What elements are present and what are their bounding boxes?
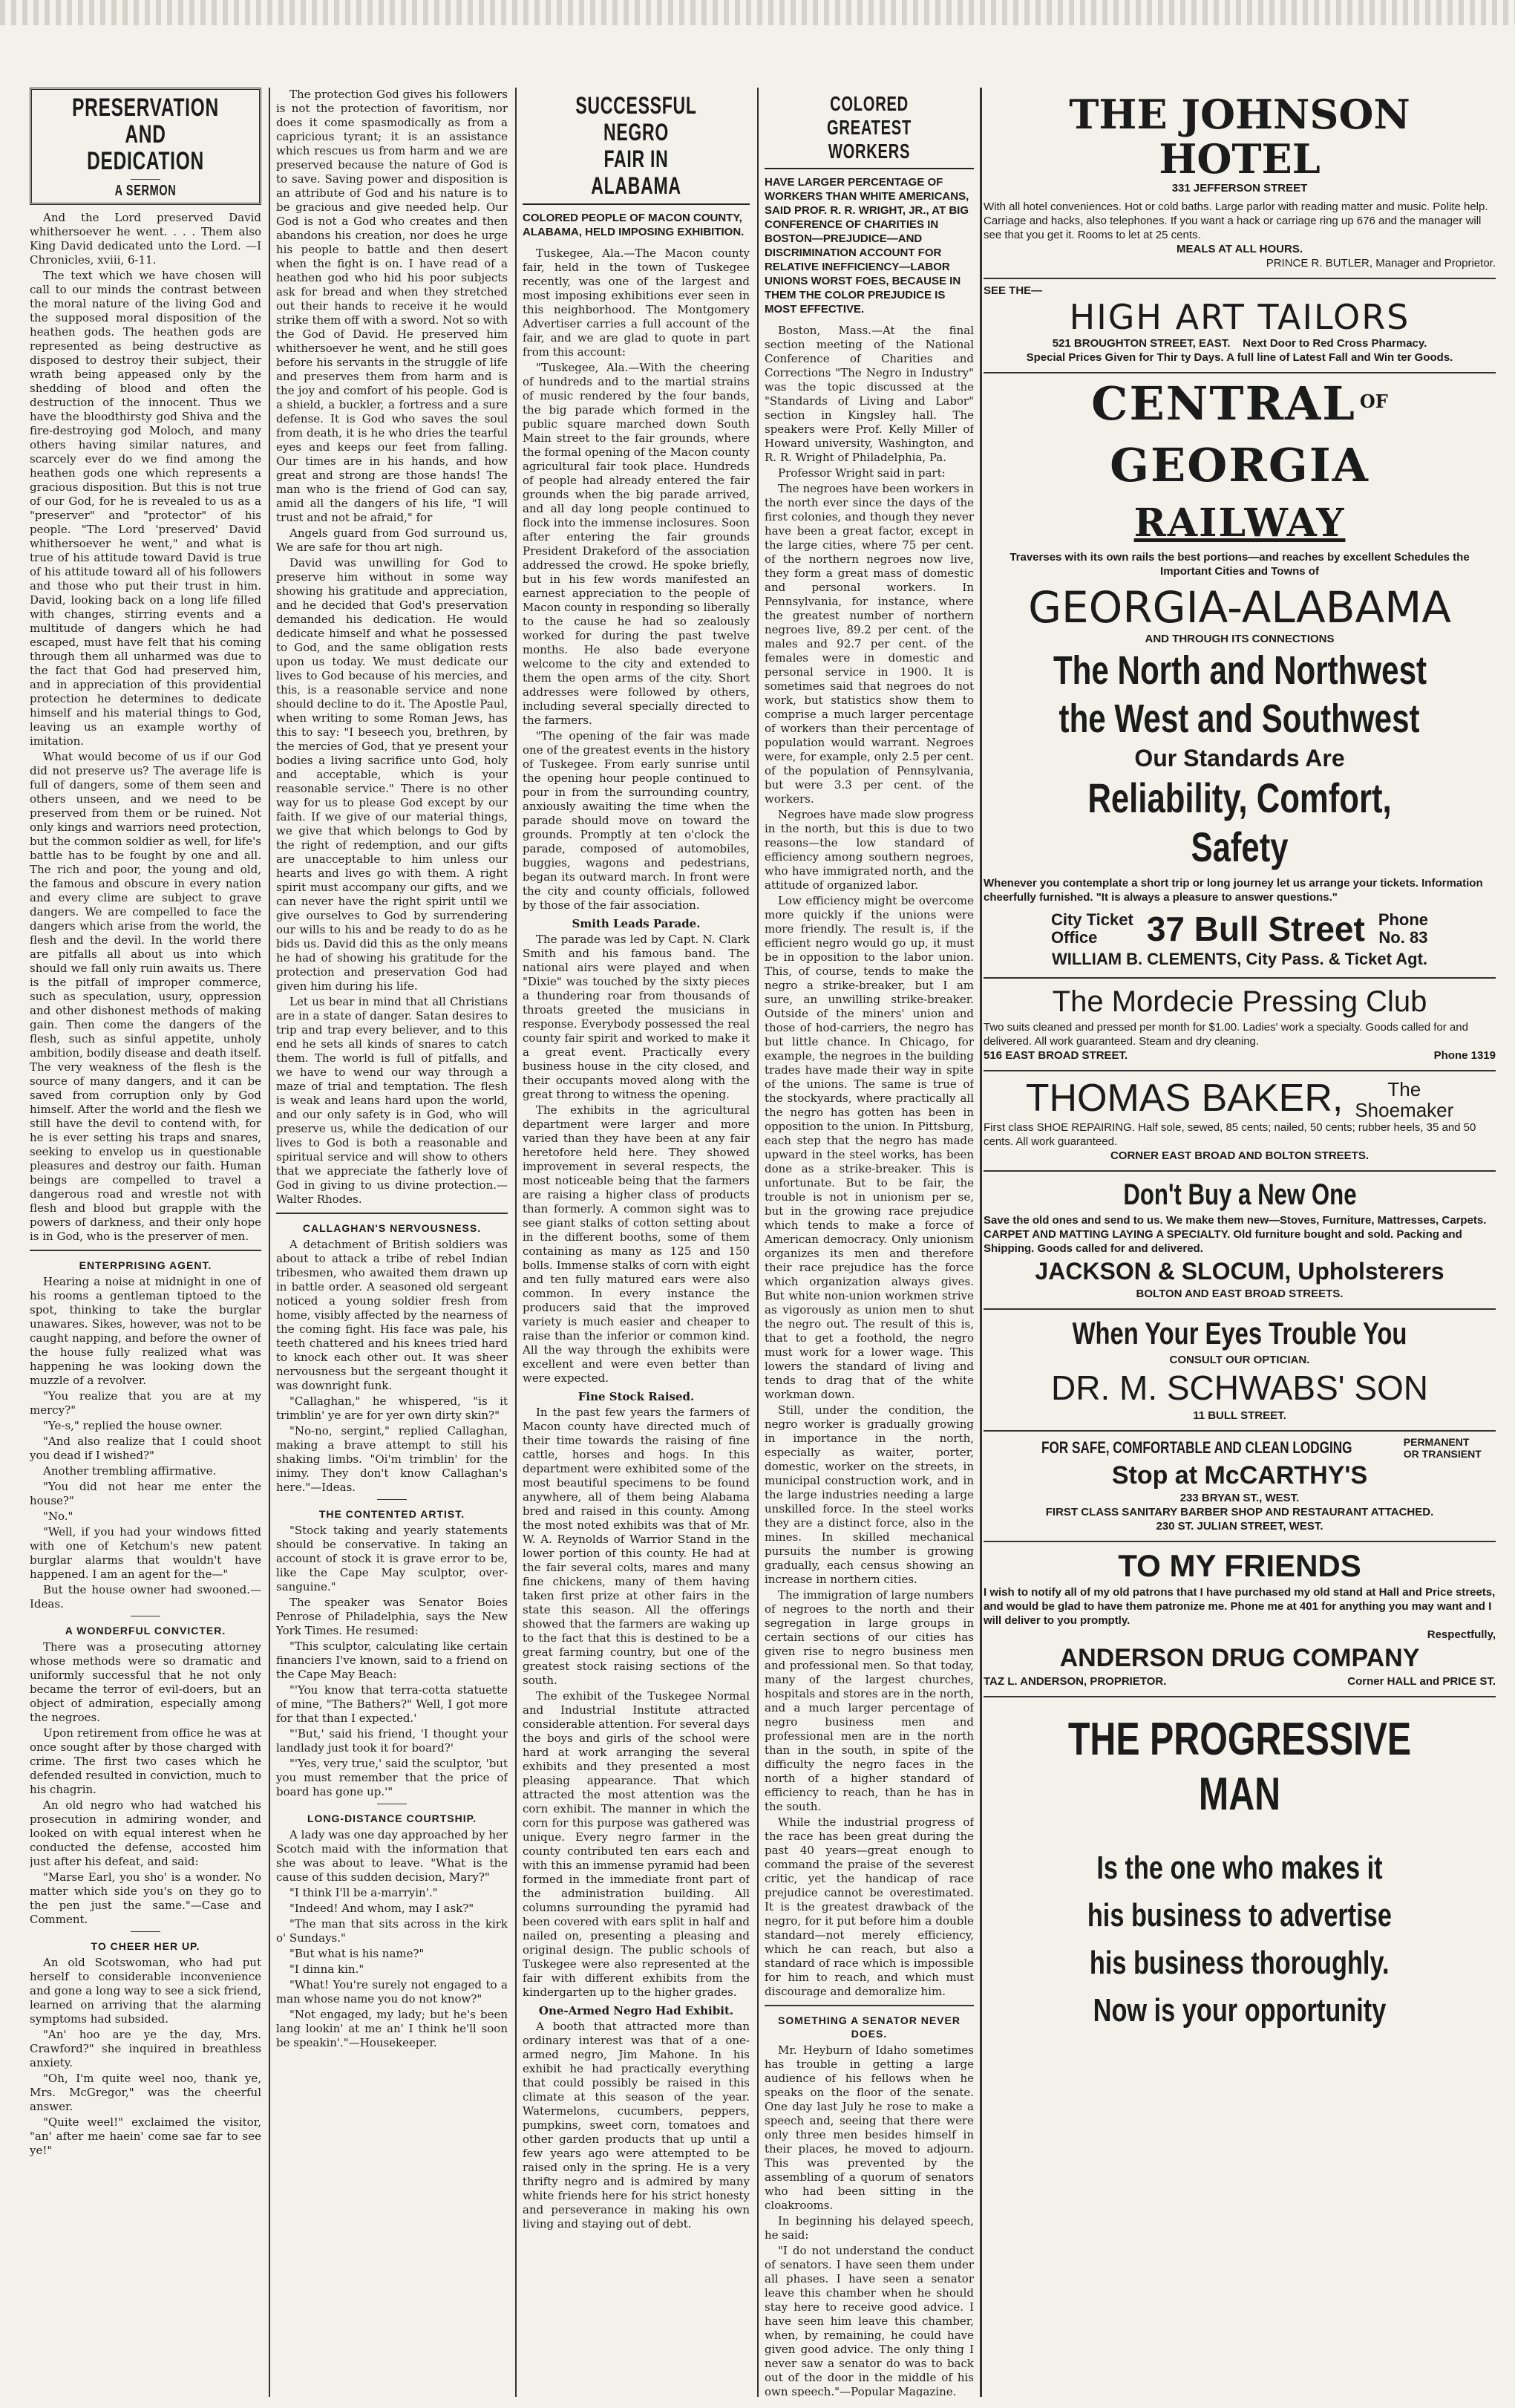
railway-clements: WILLIAM B. CLEMENTS, City Pass. & Ticket Agt. [1051, 950, 1428, 968]
column-rule [757, 88, 759, 2397]
johnson-text: With all hotel conveniences. Hot or cold baths. Large parlor with reading matter and music. Polite help. Carriage and hacks, also telephones. If you want a hack or carriage ring up 676 and the manager will see that you get it. Rooms to let at 25 cents. [984, 200, 1488, 241]
mccarthy-stop: Stop at McCARTHY'S [1111, 1461, 1368, 1489]
article-paragraph: "You did not hear me enter the house?" [30, 1480, 261, 1507]
railway-name-georgia: GEORGIA [1110, 438, 1370, 492]
anderson-corner: Corner HALL and PRICE ST. [1347, 1675, 1496, 1688]
article-paragraph: "Well, if you had your windows fitted with one of Ketchum's new patent burglar alarms that wouldn't have happened. I am an agent for the—" [30, 1525, 261, 1581]
workers-title: COLORED GREATEST WORKERS [826, 92, 912, 163]
railway-name-railway: RAILWAY [1133, 500, 1346, 546]
jackson-headline: Don't Buy a New One [1122, 1178, 1357, 1211]
sermon-paragraph: The protection God gives his followers is not the protection of favoritism, nor does it come spasmodically as from a capricious tyrant; it is an assistance which rescues us from harm and we are preserved because the nature of God is to save. Saving power and disposition is an attribute of God and his nature is to be gracious and give needed help. Our God is not a God who creates and then abandons his creation, nor does he urge his people to battle and then desert when the fight is on. I have read of a heathen god who hid his poor subjects ask for bread and when they stretched out their hands to receive it he would strike them off with a sword. Not so with the God of David. He preserved him whithersoever he went, and he still goes before his servants in the struggle of life and preserves them from harm and is the joy and comfort of his people. God is a shield, a buckler, a fortress and a sure defense. It is God who saves the soul from death, it is he who dries the tearful eyes and keeps our feet from falling. Our times are in his hands, and how great and strong are those hands! The man who is the friend of God can say, amid all the dangers of his life, "I will trust and not be afraid," for [276, 88, 508, 524]
article-paragraph: Mr. Heyburn of Idaho sometimes has trouble in getting a large audience of his fellows when he speaks on the floor of the senate. One day last July he rose to make a speech and, seeing that there were only three men besides himself in their places, he moved to adjourn. This was prevented by the assembling of a quorum of senators who had been sitting in the cloakrooms. [765, 2043, 974, 2212]
railway-name-central: CENTRAL [1091, 376, 1356, 431]
column-4 [765, 88, 974, 2397]
ad-schwab-optician [984, 1310, 1496, 1432]
article-paragraph: The exhibit of the Tuskegee Normal and Industrial Institute attracted considerable attention. For several days the boys and girls of the school were hard at work arranging the several exhibits and they presented a most pleasing appearance. That which attracted the most attention was the corn exhibit. The manner in which the corn for this purpose was gathered was unique. Every negro farmer in the county contributed ten ears each and with this an immense pyramid had been formed in the immediate front part of the administration building. All columns surrounding the pyramid had been covered with ears split in half and nailed on, presenting a pleasing and original design. The public schools of Tuskegee were also represented at the fair with different exhibits from the kindergarten up to the higher grades. [523, 1689, 750, 1999]
friends-text: I wish to notify all of my old patrons that I have purchased my old stand at Hall and Price streets, and would be glad to have them patronize me. Phone me at 401 for anything you may want and I will deliver to you promptly. [984, 1586, 1496, 1627]
article-paragraph: "'You know that terra-cotta statuette of mine, "The Bathers?" Well, I got more for that than I expected.' [276, 1683, 508, 1725]
subhead: One-Armed Negro Had Exhibit. [538, 2004, 734, 2017]
railway-bull-street: 37 Bull Street [1146, 910, 1365, 948]
article-paragraph: "I dinna kin." [289, 1962, 364, 1976]
subhead: Smith Leads Parade. [572, 917, 701, 930]
article-paragraph: Tuskegee, Ala.—The Macon county fair, held in the town of Tuskegee recently, was one of the largest and most imposing exhibitions ever seen in this neighborhood. The Montgomery Advertiser carries a full account of the fair, and we are glad to quote in part from this account: [523, 247, 750, 359]
friends-respectfully: Respectfully, [1427, 1628, 1496, 1641]
article-paragraph: "Oh, I'm quite weel noo, thank ye, Mrs. McGregor," was the cheerful answer. [30, 2072, 261, 2113]
article-paragraph: In beginning his delayed speech, he said: [765, 2214, 974, 2242]
ad-progressive-man [984, 1697, 1496, 2042]
article-paragraph: "Indeed! And whom, may I ask?" [289, 1902, 474, 1915]
article-paragraph: "No." [43, 1510, 73, 1523]
mccarthy-address-2: 230 ST. JULIAN STREET, WEST. [1156, 1520, 1323, 1533]
sermon-paragraph: The text which we have chosen will call to our minds the contrast between the moral nature of the living God and the supposed moral disposition of the heathen gods. The heathen gods are represented as being destructive as disposed to destroy their subject, their wrath being appeased only by the shedding of blood and often the destruction of the innocent. Thus we have the bloodthirsty god Shiva and the fire-destroying god Moloch, and many others having similar natures, and scarcely ever do we find among the heathen gods one which represents a gracious disposition. But this is not true of our God, for he is revealed to us as a "preserver" and "protector" of his people. "The Lord 'preserved' David whithersoever he went," and what is true of his attitude toward David is true of his attitude toward all of his followers and those who put their trust in him. David, looking back on a long life filled with changes, stirring events and a multitude of dangers which he had escaped, must have felt that his coming through them all unharmed was due to the fact that God had preserved him, and in appreciation of this providential protection he determines to dedicate himself and his material things to God, leaving us an example worthy of imitation. [30, 269, 261, 748]
fair-headline [523, 88, 750, 205]
column-rule [515, 88, 517, 2397]
sermon-verse: Angels guard from God surround us, We are safe for thou art nigh. [276, 526, 508, 554]
ad-jackson-slocum [984, 1172, 1496, 1310]
schwab-headline: When Your Eyes Trouble You [1072, 1316, 1407, 1351]
article-paragraph: In the past few years the farmers of Macon county have directed much of their time towards the raising of fine cattle, horses and hogs. In this department were exhibited some of the most beautiful specimens to be found anywhere, all of them being Alabama bred and raised in this county. Among the most noted exhibits was that of Mr. W. A. Reynolds of Warrior Stand in the lower portion of this county. He had at the fair several colts, mares and many fine chickens, many of them having taken first prize at other fairs in the state this season. All the offerings showed that the farmers are waking up to the fact that this is destined to be a great farming country, but one of the greatest stock raising sections of the south. [523, 1406, 750, 1687]
tailors-special: Special Prices Given for Thir ty Days. A full line of Latest Fall and Win ter Goods. [1026, 351, 1453, 364]
johnson-manager: PRINCE R. BUTLER, Manager and Proprietor. [1266, 257, 1496, 270]
article-paragraph: "Quite weel!" exclaimed the visitor, "an' after me haein' come sae far to see ye!" [30, 2115, 261, 2157]
article-paragraph: Another trembling affirmative. [43, 1464, 217, 1478]
article-paragraph: "Callaghan," he whispered, "is it trimblin' ye are for yer own dirty skin?" [276, 1394, 508, 1422]
ad-mordecie-pressing-club [984, 979, 1496, 1071]
article-title-senator: SOMETHING A SENATOR NEVER DOES. [778, 2014, 961, 2040]
column-rule [269, 88, 270, 2397]
ad-johnson-hotel [984, 88, 1496, 279]
article-paragraph: "What! You're surely not engaged to a man whose name you do not know?" [276, 1978, 508, 2006]
sermon-verse: And the Lord preserved David whithersoever he went. . . . Them also King David dedicated unto the Lord. —I Chronicles, xviii, 6-11. [30, 211, 261, 267]
article-paragraph: The speaker was Senator Boies Penrose of Philadelphia, says the New York Times. He resumed: [276, 1596, 508, 1637]
article-paragraph: "The man that sits across in the kirk o' Sundays." [276, 1917, 508, 1945]
progressive-headline: THE PROGRESSIVE MAN [1067, 1714, 1412, 1820]
article-paragraph: While the industrial progress of the race has been great during the past 40 years—great enough to command the praise of the severest critic, yet the handicap of race prejudice cannot be overestimated. It is the greatest drawback of the negro, for it put before him a double standard—not merely efficiency, which he can reach, but also a standard of race which is impossible for him to reach, and which must discourage and demoralize him. [765, 1815, 974, 1998]
column-3 [523, 88, 750, 2397]
baker-shoemaker: Shoemaker [1355, 1099, 1454, 1121]
railway-reliability: Reliability, Comfort, Safety [1087, 774, 1392, 870]
article-paragraph: "Marse Earl, you sho' is a wonder. No matter which side you's on they go to the pen just the same."—Case and Comment. [30, 1870, 261, 1926]
article-paragraph: Upon retirement from office he was at once sought after by those charged with crime. The first two cases which he defended resulted in conviction, much to his chagrin. [30, 1726, 261, 1796]
article-paragraph: The exhibits in the agricultural department were larger and more varied than they have been at any fair heretofore held here. They showed improvement in several respects, the most noticeable being that the farmers are raising a higher class of products than formerly. A common sight was to see giant stalks of cotton setting about in the different booths, some of them containing as many as 125 and 150 bolls. Immense stalks of corn with eight and ten fully matured ears were also common. In every instance the producers said that the improved variety is much easier and cheaper to raise than the inferior or common kind. All the way through the exhibits were excellent and were even better than were expected. [523, 1103, 750, 1385]
mordecie-text: Two suits cleaned and pressed per month for $1.00. Ladies' work a specialty. Goods called for and delivered. All work guaranteed. Steam and dry cleaning. [984, 1021, 1468, 1048]
article-paragraph: The immigration of large numbers of negroes to the north and their segregation in large groups in certain sections of our cities has given rise to negro business men and professional men. So that today, many of the largest churches, hospitals and stores are in the north, and a much larger percentage of negro business men and professional men are in the north than in the south, in spite of the difficulty the negro faces in the north of a higher standard of efficiency to reach, than he has in the south. [765, 1588, 974, 1813]
railway-traverses: Traverses with its own rails the best portions—and reaches by excellent Schedules the Important Cities and Towns of [1010, 551, 1470, 578]
article-paragraph: The parade was led by Capt. N. Clark Smith and his famous band. The national airs were played and when "Dixie" was touched by the sixty pieces a thundering roar from thousands of throats greeted the musicians in response. Everybody possessed the real county fair spirit and worked to make it a great event. Practically every business house in the city closed, and their occupants moved along with the great throng to witness the opening. [523, 933, 750, 1101]
railway-whenever: Whenever you contemplate a short trip or long journey let us arrange your tickets. Information cheerfully furnished. "It is always a pleasure to answer questions." [984, 877, 1483, 904]
ad-high-art-tailors [984, 279, 1496, 373]
article-paragraph: "Not engaged, my lady; but he's been lang lookin' at me an' I think he'll soon be speakin'."—Housekeeper. [276, 2008, 508, 2049]
anderson-name: ANDERSON DRUG COMPANY [1059, 1644, 1420, 1672]
article-paragraph: "The opening of the fair was made one of the greatest events in the history of Tuskegee. From early sunrise until the opening hour people continued to pour in from the surrounding country, anxiously awaiting the time when the parade should move on toward the grounds. Promptly at ten o'clock the parade, composed of automobiles, buggies, wagons and pedestrians, began its outward march. In front were the city and county officials, followed by those of the fair association. [523, 729, 750, 912]
tailors-next-door: Next Door to Red Cross Pharmacy. [1243, 337, 1427, 350]
ad-central-of-georgia-railway [984, 373, 1496, 979]
divider [377, 1499, 407, 1500]
article-paragraph: Negroes have made slow progress in the north, but this is due to two reasons—the low standard of efficiency among southern negroes, who have immigrated north, and the attitude of organized labor. [765, 808, 974, 892]
tailors-address: 521 BROUGHTON STREET, EAST. [1052, 337, 1231, 350]
article-paragraph: A booth that attracted more than ordinary interest was that of a one-armed negro, Jim Mahone. In his exhibit he had practically everything that could possibly be raised in this climate at this season of the year. Watermelons, cucumbers, peppers, pumpkins, sweet corn, tomatoes and other garden products that up until a few years ago were attempted to be raised only in the spring. He is a very thrifty negro and is admired by many white friends here for his strict honesty and perseverance in making his own living and staying out of debt. [523, 2020, 750, 2231]
divider [131, 179, 160, 180]
johnson-meals: MEALS AT ALL HOURS. [1177, 243, 1303, 255]
railway-standards: Our Standards Are [1134, 745, 1345, 771]
railway-phone-number: No. 83 [1378, 928, 1428, 947]
railway-west-southwest: the West and Southwest [1059, 696, 1420, 741]
article-paragraph: "And also realize that I could shoot you dead if I wished?" [30, 1435, 261, 1462]
sermon-headline-box [30, 88, 261, 205]
progressive-line-3: his business thoroughly. [1090, 1945, 1390, 1981]
mordecie-address: 516 EAST BROAD STREET. [984, 1049, 1128, 1062]
johnson-address: 331 JEFFERSON STREET [1171, 182, 1308, 195]
article-paragraph: Still, under the condition, the negro worker is gradually growing in importance in the north, especially as waiter, porter, domestic, worker on the streets, in municipal construction work, and in the large industries needing a large unskilled force. In the steel works they are a distinct force, also in the mines. In skilled mechanical pursuits the number is growing gradually, each census showing an increase in northern cities. [765, 1403, 974, 1586]
baker-the: The [1387, 1078, 1421, 1100]
baker-text: First class SHOE REPAIRING. Half sole, sewed, 85 cents; nailed, 50 cents; rubber heels, 35 and 50 cents. All work guaranteed. [984, 1121, 1476, 1148]
article-paragraph: The negroes have been workers in the north ever since the days of the first colonies, and though they never have been a great factor, except in the large cities, where 75 per cent. of the northern negroes now live, they form a great mass of domestic and personal workers. In Pennsylvania, for instance, where the greatest number of northern negroes live, 89.2 per cent. of the males and 92.7 per cent. of the females were in domestic and personal service in 1900. It is sometimes said that negroes do not work, but statistics show them to comprise a much larger percentage of workers than their percentage of population would warrant. Negroes were, for example, only 2.5 per cent. of the population of Pennsylvania, but were 3.3 per cent. of the workers. [765, 482, 974, 806]
article-title-long-distance-courtship: LONG-DISTANCE COURTSHIP. [307, 1812, 477, 1824]
article-paragraph: An old negro who had watched his prosecution in admiring wonder, and looked on with equal interest when he conducted the defense, accosted him just after his defeat, and said: [30, 1798, 261, 1868]
railway-phone-label: Phone [1378, 910, 1429, 929]
tailors-see: SEE THE— [984, 284, 1043, 297]
article-paragraph: "Ye-s," replied the house owner. [43, 1419, 223, 1432]
article-title-enterprising-agent: ENTERPRISING AGENT. [79, 1259, 212, 1271]
jackson-text: Save the old ones and send to us. We make them new—Stoves, Furniture, Mattresses, Carpets. CARPET AND MATTING LAYING A SPECIALTY. Old furniture bought and sold. Packing and Shipping. Goods called for and delivered. [984, 1214, 1487, 1255]
article-paragraph: "No-no, sergint," replied Callaghan, making a brave attempt to still his shaking limbs. "Oi'm trimblin' for the inimy. They don't know Callaghan's here."—Ideas. [276, 1424, 508, 1494]
article-paragraph: Boston, Mass.—At the final section meeting of the National Conference of Charities and Corrections "The Negro in Industry" was the topic discussed at the "Standards of Living and Labor" section in Kingsley hall. The speakers were Prof. Kelly Miller of Howard university, Washington, and R. R. Wright of Philadelphia, Pa. [765, 324, 974, 464]
sermon-title-line-3: A SERMON [114, 183, 177, 199]
baker-name: THOMAS BAKER, [1025, 1077, 1344, 1120]
article-paragraph: "But what is his name?" [289, 1947, 425, 1960]
fair-title-line-2: FAIR IN ALABAMA [591, 146, 681, 199]
jackson-address: BOLTON AND EAST BROAD STREETS. [1136, 1288, 1344, 1300]
article-paragraph: "Tuskegee, Ala.—With the cheering of hundreds and to the martial strains of music rendered by the four bands, the big parade which formed in the public square marched down South Main street to the fair grounds, where the formal opening of the Macon county agricultural fair took place. Hundreds of people had already entered the fair grounds when the big parade arrived, and all day long people continued to flock into the immense inclosures. Soon after entering the fair grounds President Drakeford of the association addressed the crowd. He spoke briefly, but in his few words manifested an earnest appreciation to the people of Macon county in responding so liberally to the cause he had so zealously worked for during the past twelve months. He also bade everyone welcome to the city and extended to them the open arms of the city. Short addresses were followed by others, including several specially directed to the farmers. [523, 361, 750, 727]
article-paragraph: A lady was one day approached by her Scotch maid with the information that she was about to leave. "What is the cause of this sudden decision, Mary?" [276, 1828, 508, 1884]
article-paragraph: Low efficiency might be overcome more quickly if the unions were more friendly. The result is, if the efficient negro would go up, it must be in opposition to the labor union. This, of course, tends to make the negro a strike-breaker, but I am sure, an unwilling strike-breaker. Outside of the miners' union and those of hod-carriers, the negro has but little chance. In Chicago, for example, the negroes in the building trades have made their way in spite of the unions. The same is true of the stockyards, where practically all the negro has gotten has been in opposition to the union. In Pittsburg, each step that the negro has made upward in the steel works, has been done as a strike-breaker. This is unfortunate. But to be fair, the trouble is not in unionism per se, but in the growing race prejudice which tends to make a force of American democracy. Only unionism organizes its men and therefore their race prejudice has the force which organization always gives. But white non-union workmen strive as vigorously as union men to shut the negro out. The result of this is, that to get a foothold, the negro must work for a lower wage. This lowers the standard of living and tends to drag that of the white workman down. [765, 894, 974, 1401]
article-title-callaghan: CALLAGHAN'S NERVOUSNESS. [302, 1222, 482, 1234]
page-top-edge [0, 0, 1515, 25]
mccarthy-barber: FIRST CLASS SANITARY BARBER SHOP AND RESTAURANT ATTACHED. [1045, 1506, 1434, 1518]
railway-georgia-alabama: GEORGIA-ALABAMA [1028, 582, 1451, 633]
article-paragraph: Hearing a noise at midnight in one of his rooms a gentleman tiptoed to the spot, thinking to take the burglar unawares. Sikes, however, was not to be caught napping, and before the owner of the house fully realized what was happening he was looking down the muzzle of a revolver. [30, 1275, 261, 1387]
article-paragraph: Professor Wright said in part: [778, 466, 946, 480]
mccarthy-address: 233 BRYAN ST., WEST. [1179, 1492, 1300, 1504]
article-paragraph: "Stock taking and yearly statements should be conservative. In taking an account of stock it is grave error to be, like the Cape May sculptor, over-sanguine." [276, 1524, 508, 1593]
article-paragraph: "'But,' said his friend, 'I thought your landlady just took it for board?' [276, 1727, 508, 1755]
johnson-hotel-name: THE JOHNSON HOTEL [1069, 91, 1410, 183]
baker-address: CORNER EAST BROAD AND BOLTON STREETS. [1110, 1149, 1370, 1162]
ad-anderson-drug [984, 1542, 1496, 1697]
mccarthy-transient: OR TRANSIENT [1403, 1448, 1482, 1460]
article-paragraph: But the house owner had swooned.—Ideas. [30, 1583, 261, 1611]
article-paragraph: A detachment of British soldiers was about to attack a tribe of rebel Indian tribesmen, who awaited them drawn up in battle order. A seasoned old sergeant noticed a young soldier fresh from home, visibly affected by the nearness of the coming fight. His face was pale, his teeth chattered and his knees tried hard to knock each other out. It was sheer nervousness but the sergeant thought it was downright funk. [276, 1238, 508, 1392]
railway-city-ticket: City Ticket [1050, 910, 1133, 929]
workers-deck: HAVE LARGER PERCENTAGE OF WORKERS THAN WHITE AMERICANS, SAID PROF. R. R. WRIGHT, JR., AT BIG CONFERENCE OF CHARITIES IN BOSTON—PREJUDICE—AND DISCRIMINATION ACCOUNT FOR RELATIVE INEFFICIENCY—LABOR UNIONS WORST FOES, BECAUSE IN THEM THE COLOR PREJUDICE IS MOST EFFECTIVE. [765, 176, 969, 316]
divider [131, 1931, 160, 1932]
sermon-title-line-1: PRESERVATION [72, 94, 219, 122]
mordecie-name: The Mordecie Pressing Club [1052, 985, 1427, 1018]
sermon-paragraph: What would become of us if our God did not preserve us? The average life is full of dangers, some of them seen and others unseen, and we need to be preserved from them or be ruined. Not only kings and warriors need protection, but the common soldier as well, for life's battle has to be fought by one and all. The rich and poor, the young and old, the famous and obscure in every nation and every clime are subject to grave dangers. We are compelled to face the dangers which arise from the world, the flesh and the devil. In the world there are pitfalls all about us into which should we fall only ruin awaits us. There is the pitfall of improper commerce, such as speculation, usury, oppression and other dishonest methods of making gain. Then come the dangers of the flesh, such as sinful appetite, unholy ambition, bodily disease and death itself. The very weakness of the flesh is the source of many dangers, and it can be saved from corruption only by God himself. After the world and the flesh we still have the devil to contend with, for he is ever setting his traps and snares, seeking to envelop us in questionable pleasures and destroy our faith. Human beings are compelled to travel a dangerous road and wrestle not with flesh and blood but grapple with the powers of darkness, and their only hope is in God, who is the preserver of men. [30, 750, 261, 1243]
section-divider [765, 2005, 974, 2006]
article-title-contented-artist: THE CONTENTED ARTIST. [318, 1508, 465, 1520]
sermon-paragraph: Let us bear in mind that all Christians are in a state of danger. Satan desires to trip and trap every believer, and to this end he sets all kinds of snares to catch them. The world is full of pitfalls, and we have to wend our way through a maze of trial and temptation. The flesh is weak and leans hard upon the world, and our only safety is in God, who will preserve us, while the dedication of our lives to God is both a reasonable and spiritual service and will show to others that we appreciate the fatherly love of God in giving to us divine protection.—Walter Rhodes. [276, 995, 508, 1206]
mordecie-phone: Phone 1319 [1433, 1049, 1496, 1062]
railway-north-northwest: The North and Northwest [1053, 648, 1427, 693]
article-paragraph: "You realize that you are at my mercy?" [30, 1389, 261, 1417]
railway-connections: AND THROUGH ITS CONNECTIONS [1145, 633, 1335, 645]
tailors-name: HIGH ART TAILORS [1069, 297, 1410, 337]
subhead: Fine Stock Raised. [577, 1390, 695, 1403]
jackson-name: JACKSON & SLOCUM, Upholsterers [1035, 1258, 1444, 1285]
fair-deck: COLORED PEOPLE OF MACON COUNTY, ALABAMA, HELD IMPOSING EXHIBITION. [523, 212, 745, 238]
article-paragraph: "I do not understand the conduct of senators. I have seen them under all phases. I have seen a senator leave this chamber when he should stay here to receive good advice. I have seen him leave this chamber, when, by remaining, he could have given good advice. The only thing I never saw a senator do was to back out of the door in the middle of his own speech."—Popular Magazine. [765, 2244, 974, 2397]
article-paragraph: There was a prosecuting attorney whose methods were so dramatic and uniformly successful that he not only became the terror of evil-doers, but an object of admiration, especially among the negroes. [30, 1640, 261, 1724]
article-paragraph: "'Yes, very true,' said the sculptor, 'but you must remember that the price of board has gone up.'" [276, 1757, 508, 1798]
fair-title-line-1: SUCCESSFUL NEGRO [575, 92, 697, 146]
article-paragraph: "This sculptor, calculating like certain financiers I've known, said to a friend on the Cape May Beach: [276, 1639, 508, 1681]
advertisements-column [984, 88, 1496, 2397]
sermon-paragraph: David was unwilling for God to preserve him without in some way showing his gratitude and appreciation, and he decided that God's preservation demanded his dedication. He would dedicate himself and what he possessed to God, and the same obligation rests upon us today. We must dedicate our lives to God because of his mercies, and this, is a reasonable service and none should decline to do it. The Apostle Paul, when writing to some Roman Jews, has this to say: "I beseech you, brethren, by the mercies of God, that ye present your bodies a living sacrifice unto God, holy and acceptable, which is your reasonable service." There is no other way for us to please God except by our faith. If we give of our material things, we give that which belongs to God by the right of redemption, and our gifts are unacceptable to him unless our hearts and lives go with them. A right spirit must accompany our gifts, and we can never have the right spirit until we give ourselves to God by surrendering our wills to his and be ready to do as he bids us. David did this as the only means he had of showing his gratitude for the protection and preservation God had given him during his life. [276, 556, 508, 993]
railway-office: Office [1050, 928, 1098, 947]
ad-mccarthys [984, 1432, 1496, 1542]
column-2 [276, 88, 508, 2397]
friends-headline: TO MY FRIENDS [1118, 1548, 1361, 1583]
sermon-title-line-2: AND DEDICATION [87, 120, 204, 175]
mccarthy-lead: FOR SAFE, COMFORTABLE AND CLEAN LODGING [1041, 1438, 1352, 1457]
article-paragraph: "I think I'll be a-marryin'." [289, 1886, 438, 1899]
railway-name-of: OF [1359, 391, 1388, 412]
schwab-consult: CONSULT OUR OPTICIAN. [1169, 1354, 1310, 1366]
anderson-proprietor: TAZ L. ANDERSON, PROPRIETOR. [984, 1675, 1167, 1688]
schwab-name: DR. M. SCHWABS' SON [1051, 1368, 1428, 1407]
workers-headline [765, 88, 974, 169]
ad-thomas-baker [984, 1071, 1496, 1172]
article-paragraph: "An' hoo are ye the day, Mrs. Crawford?" she inquired in breathless anxiety. [30, 2028, 261, 2069]
article-title-wonderful-convicter: A WONDERFUL CONVICTER. [65, 1625, 226, 1637]
section-divider [276, 1213, 508, 1214]
article-title-cheer-her-up: TO CHEER HER UP. [91, 1940, 200, 1952]
column-1 [30, 88, 261, 2397]
progressive-line-2: his business to advertise [1087, 1897, 1393, 1934]
schwab-address: 11 BULL STREET. [1193, 1409, 1286, 1422]
column-rule [980, 88, 982, 2397]
section-divider [30, 1250, 261, 1251]
progressive-line-4: Now is your opportunity [1093, 1992, 1387, 2029]
article-paragraph: An old Scotswoman, who had put herself to considerable inconvenience and gone a long way to see a sick friend, learned on arriving that the alarming symptoms had subsided. [30, 1956, 261, 2026]
progressive-line-1: Is the one who makes it [1096, 1850, 1383, 1886]
mccarthy-permanent: PERMANENT [1403, 1436, 1470, 1448]
